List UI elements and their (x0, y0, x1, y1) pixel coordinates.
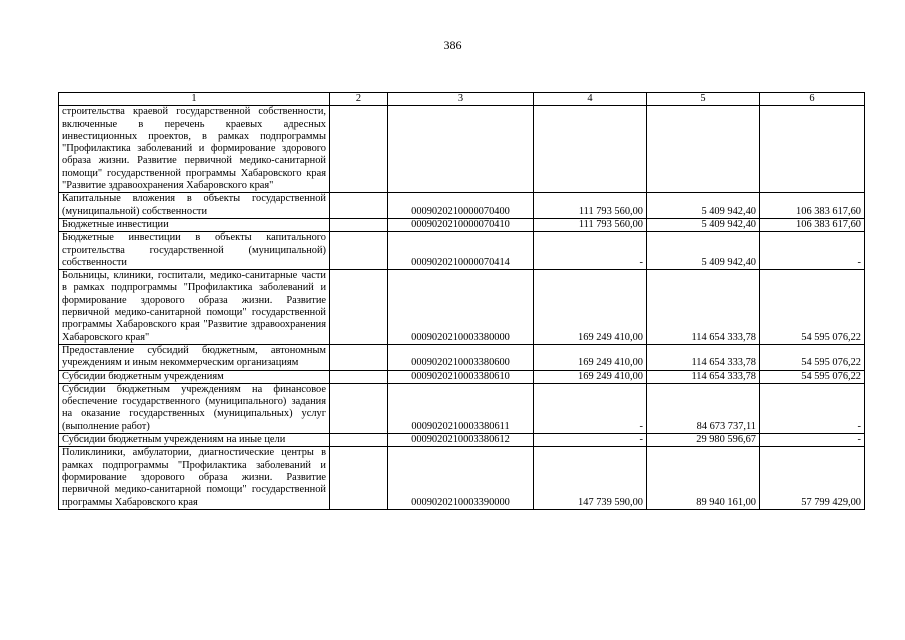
row-value-6-cell (760, 106, 865, 193)
row-value-5-cell: 5 409 942,40 (647, 232, 760, 270)
row-code-cell: 0009020210003380612 (388, 434, 534, 447)
row-column-2-cell (330, 232, 388, 270)
row-code-cell: 0009020210003380611 (388, 383, 534, 433)
row-name-cell: Больницы, клиники, госпитали, медико-санитарные части в рамках подпрограммы "Профилактика заболеваний и формирование здорового образа жизни. Развитие первичной медико-санитарной помощи" государственной программы Хабаровского края "Развитие здравоохранения Хабаровского края" (59, 270, 330, 345)
row-code-cell: 0009020210003380600 (388, 344, 534, 370)
row-value-6-cell: - (760, 434, 865, 447)
row-value-6-cell: 57 799 429,00 (760, 447, 865, 509)
budget-table (58, 92, 865, 510)
row-column-2-cell (330, 447, 388, 509)
table-row (59, 434, 865, 447)
row-column-2-cell (330, 370, 388, 383)
column-number-1: 1 (59, 93, 330, 106)
row-name-cell: Предоставление субсидий бюджетным, автономным учреждениям и иным некоммерческим организациям (59, 344, 330, 370)
row-column-2-cell (330, 434, 388, 447)
row-value-5-cell (647, 106, 760, 193)
row-value-6-cell: 106 383 617,60 (760, 218, 865, 231)
row-value-6-cell: - (760, 383, 865, 433)
row-value-5-cell: 5 409 942,40 (647, 218, 760, 231)
row-column-2-cell (330, 218, 388, 231)
row-value-4-cell: 111 793 560,00 (534, 193, 647, 219)
column-number-5: 5 (647, 93, 760, 106)
row-column-2-cell (330, 344, 388, 370)
row-name-cell: Поликлиники, амбулатории, диагностические центры в рамках подпрограммы "Профилактика заболеваний и формирование здорового образа жизни. Развитие первичной медико-санитарной помощи" государственной программы Хабаровского края (59, 447, 330, 509)
row-name-cell: Субсидии бюджетным учреждениям (59, 370, 330, 383)
row-value-4-cell (534, 106, 647, 193)
row-value-6-cell: - (760, 232, 865, 270)
budget-table-body (59, 93, 865, 510)
column-number-2: 2 (330, 93, 388, 106)
row-name-cell: Субсидии бюджетным учреждениям на финансовое обеспечение государственного (муниципального) задания на оказание государственных (муниципальных) услуг (выполнение работ) (59, 383, 330, 433)
page-number: 386 (443, 38, 462, 52)
row-code-cell: 0009020210000070414 (388, 232, 534, 270)
row-code-cell: 0009020210000070400 (388, 193, 534, 219)
row-value-5-cell: 114 654 333,78 (647, 370, 760, 383)
row-value-4-cell: 169 249 410,00 (534, 344, 647, 370)
table-row (59, 106, 865, 193)
row-column-2-cell (330, 383, 388, 433)
row-code-cell: 0009020210003380610 (388, 370, 534, 383)
table-row (59, 447, 865, 509)
row-value-5-cell: 89 940 161,00 (647, 447, 760, 509)
row-column-2-cell (330, 106, 388, 193)
row-column-2-cell (330, 193, 388, 219)
row-value-4-cell: 147 739 590,00 (534, 447, 647, 509)
column-number-3: 3 (388, 93, 534, 106)
row-value-6-cell: 54 595 076,22 (760, 344, 865, 370)
row-value-6-cell: 54 595 076,22 (760, 370, 865, 383)
column-number-4: 4 (534, 93, 647, 106)
table-row (59, 218, 865, 231)
row-column-2-cell (330, 270, 388, 345)
row-value-5-cell: 84 673 737,11 (647, 383, 760, 433)
row-value-4-cell: 169 249 410,00 (534, 270, 647, 345)
row-value-4-cell: - (534, 434, 647, 447)
table-row (59, 232, 865, 270)
row-code-cell: 0009020210003380000 (388, 270, 534, 345)
row-name-cell: Капитальные вложения в объекты государственной (муниципальной) собственности (59, 193, 330, 219)
row-value-4-cell: - (534, 232, 647, 270)
column-number-6: 6 (760, 93, 865, 106)
table-row (59, 270, 865, 345)
row-name-cell: строительства краевой государственной собственности, включенные в перечень краевых адресных инвестиционных проектов, в рамках подпрограммы "Профилактика заболеваний и формирование здорового образа жизни. Развитие первичной медико-санитарной помощи" государственной программы Хабаровского края "Развитие здравоохранения Хабаровского края" (59, 106, 330, 193)
row-value-4-cell: - (534, 383, 647, 433)
row-name-cell: Бюджетные инвестиции (59, 218, 330, 231)
row-code-cell: 0009020210000070410 (388, 218, 534, 231)
column-number-row (59, 93, 865, 106)
row-value-4-cell: 111 793 560,00 (534, 218, 647, 231)
row-value-5-cell: 114 654 333,78 (647, 270, 760, 345)
table-row (59, 193, 865, 219)
row-value-5-cell: 29 980 596,67 (647, 434, 760, 447)
row-name-cell: Бюджетные инвестиции в объекты капитального строительства государственной (муниципальной) собственности (59, 232, 330, 270)
row-code-cell: 0009020210003390000 (388, 447, 534, 509)
table-row (59, 344, 865, 370)
row-value-6-cell: 106 383 617,60 (760, 193, 865, 219)
table-row (59, 370, 865, 383)
row-name-cell: Субсидии бюджетным учреждениям на иные цели (59, 434, 330, 447)
row-value-6-cell: 54 595 076,22 (760, 270, 865, 345)
row-value-5-cell: 5 409 942,40 (647, 193, 760, 219)
row-value-4-cell: 169 249 410,00 (534, 370, 647, 383)
row-value-5-cell: 114 654 333,78 (647, 344, 760, 370)
row-code-cell (388, 106, 534, 193)
table-row (59, 383, 865, 433)
